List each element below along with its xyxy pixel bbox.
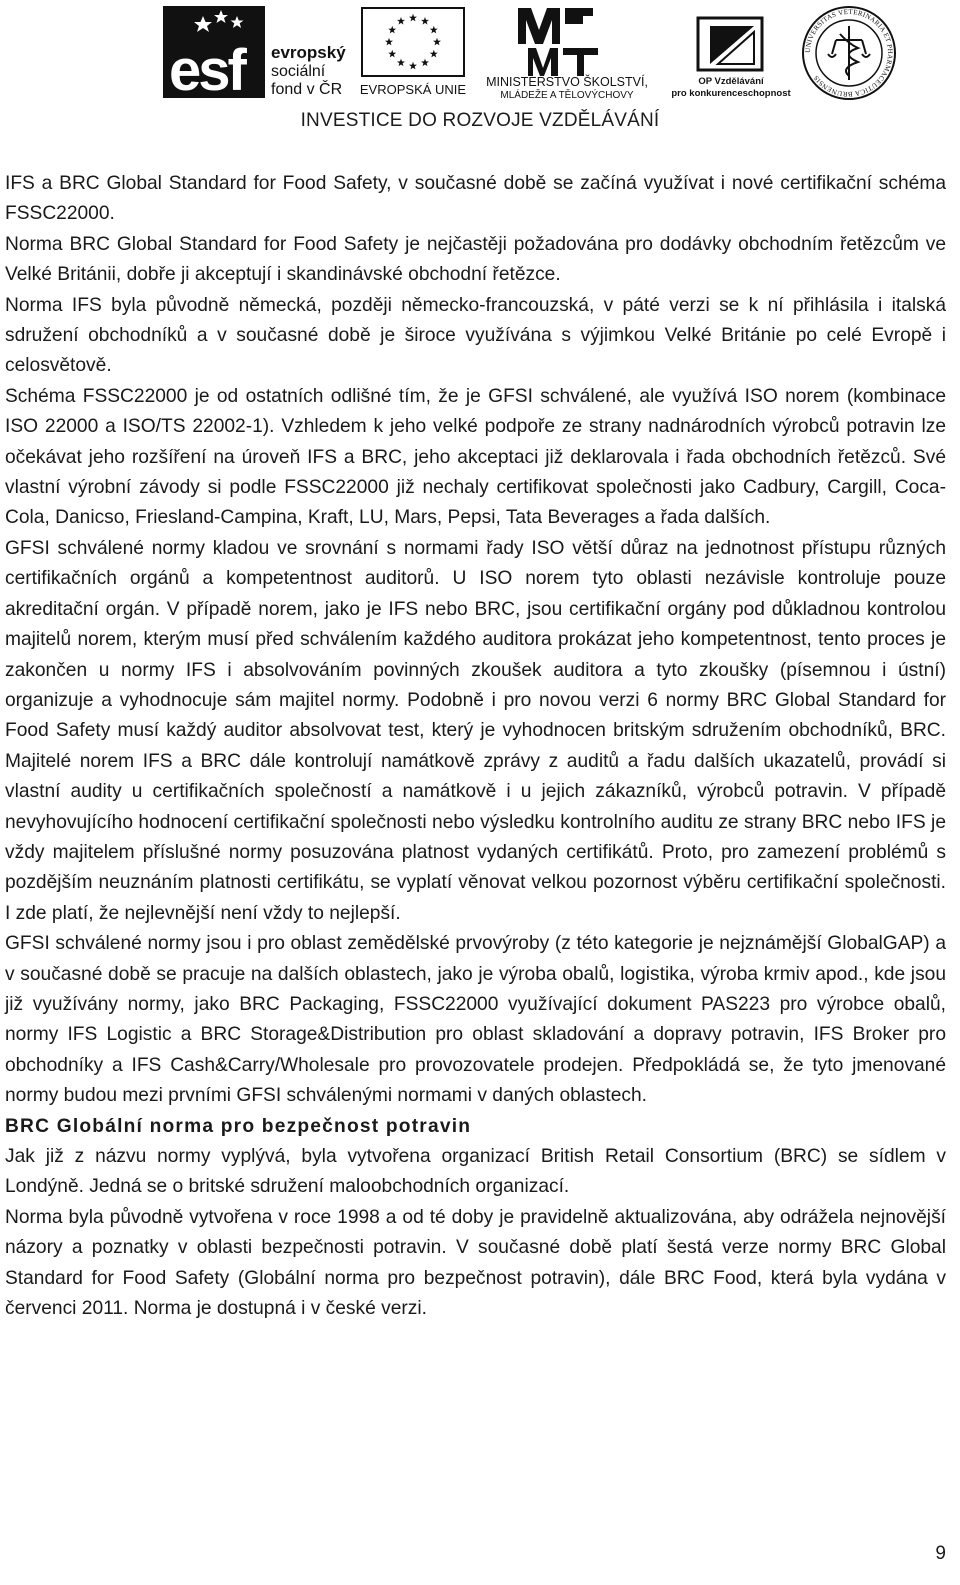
op-line1: OP Vzdělávání — [698, 76, 764, 87]
document-body — [5, 169, 946, 1324]
op-vzdelavani-logo — [670, 6, 792, 98]
paragraph: GFSI schválené normy kladou ve srovnání s normami řady ISO větší důraz na jednotnost přístupu různých certifikačních orgánů a kompetentnost auditorů. U ISO norem tyto oblasti nezávisle kontroluje pouze akreditační orgán. V případě norem, jako je IFS nebo BRC, jsou certifikační orgány pod důkladnou kontrolou majitelů norem, kterým musí před schválením každého auditora prokázat jeho kompetentnost, tento proces je zakončen u normy IFS i absolvováním povinných zkoušek auditora a tyto zkoušky (písemnou i ústní) organizuje a vyhodnocuje sám majitel normy. Podobně i pro novou verzi 6 normy BRC Global Standard for Food Safety musí každý auditor absolvovat test, který je vyhodnocen britským sdružením obchodníků, BRC. Majitelé norem IFS a BRC dále kontrolují namátkově zprávy z auditů a řadu dalších ukazatelů, provádí si vlastní audity u certifikačních společností a namátkově i u jejich zákazníků, výrobců potravin. V případě nevyhovujícího hodnocení certifikační společnosti nebo výsledku kontrolního auditu ze strany BRC nebo IFS je vždy majitelem příslušné normy posuzována platnost vydaných certifikátů. Proto, pro zamezení problémů s pozdějším neuznáním platnosti certifikátu, se vyplatí věnovat velkou pozornost výběru certifikační společnosti. I zde platí, že nejlevnější není vždy to nejlepší. — [5, 537, 946, 924]
logo-bar — [0, 0, 960, 140]
eu-flag-logo — [358, 6, 468, 98]
paragraph: Jak již z názvu normy vyplývá, byla vytvořena organizací British Retail Consortium (BRC) se sídlem v Londýně. Jedná se o britské sdružení maloobchodních organizací. — [5, 1146, 946, 1198]
eu-label: EVROPSKÁ UNIE — [359, 82, 467, 97]
esf-line3: fond v ČR — [271, 81, 343, 98]
svg-text:esf: esf — [169, 38, 244, 98]
esf-line2: sociální — [271, 63, 326, 80]
paragraph: Norma byla původně vytvořena v roce 1998 a od té doby je pravidelně aktualizována, aby odrážela nejnovější názory a poznatky v oblasti bezpečnosti potravin. V současné době platí šestá verze normy BRC Global Standard for Food Safety (Globální norma pro bezpečnost potravin), dále BRC Food, která byla vydána v červenci 2011. Norma je dostupná i v české verzi. — [5, 1206, 946, 1320]
section-heading: BRC Globální norma pro bezpečnost potravin — [5, 1115, 472, 1137]
vfu-seal-logo — [800, 4, 898, 102]
page-number: 9 — [935, 1543, 946, 1564]
msmt-logo — [473, 4, 661, 100]
op-line2: pro konkurenceschopnost — [671, 88, 791, 98]
investment-tagline: INVESTICE DO ROZVOJE VZDĚLÁVÁNÍ — [300, 110, 660, 131]
paragraph: Schéma FSSC22000 je od ostatních odlišné tím, že je GFSI schválené, ale využívá ISO norem (kombinace ISO 22000 a ISO/TS 22002-1). Vzhledem k jeho velké podpoře ze strany nadnárodních výrobců potravin lze očekávat jeho rozšíření na úroveň IFS a BRC, jeho akceptaci již deklarovala i řada obchodních řetězců. Své vlastní výrobní závody si podle FSSC22000 již nechaly certifikovat společnosti jako Cadbury, Cargill, Coca-Cola, Danicso, Friesland-Campina, Kraft, LU, Mars, Pepsi, Tata Beverages a řada dalších. — [5, 385, 946, 529]
esf-line1: evropský — [271, 43, 346, 62]
vfu-seal-text: UNIVERSITAS VETERINARIA ET PHARMACEUTICA BRUNENSIS — [803, 7, 895, 99]
paragraph: Norma BRC Global Standard for Food Safety je nejčastěji požadována pro dodávky obchodním řetězcům ve Velké Británii, dobře ji akceptují i skandinávské obchodní řetězce. — [5, 233, 946, 286]
esf-logo — [163, 6, 353, 98]
paragraph: IFS a BRC Global Standard for Food Safety, v současné době se začíná využívat i nové certifikační schéma FSSC22000. — [5, 173, 946, 225]
paragraph: GFSI schválené normy jsou i pro oblast zemědělské prvovýroby (z této kategorie je nejznámější GlobalGAP) a v současné době se pracuje na dalších oblastech, jako je výroba obalů, logistika, výroba krmiv apod., kde jsou již využívány normy, jako BRC Packaging, FSSC22000 využívající dokument PAS223 pro výrobce obalů, normy IFS Logistic a BRC Storage&Distribution pro oblast skladování a dopravy potravin, IFS Broker pro obchodníky a IFS Cash&Carry/Wholesale pro provozovatele prodejen. Předpokládá se, že tyto jmenované normy budou mezi prvními GFSI schválenými normami v daných oblastech. — [5, 933, 946, 1107]
msmt-line2: MLÁDEŽE A TĚLOVÝCHOVY — [500, 90, 634, 100]
msmt-line1: MINISTERSTVO ŠKOLSTVÍ, — [486, 75, 648, 89]
paragraph: Norma IFS byla původně německá, později německo-francouzská, v páté verzi se k ní přihlásila i italská sdružení obchodníků a v současné době je široce využívána s výjimkou Velké Británie po celé Evropě i celosvětově. — [5, 294, 946, 377]
